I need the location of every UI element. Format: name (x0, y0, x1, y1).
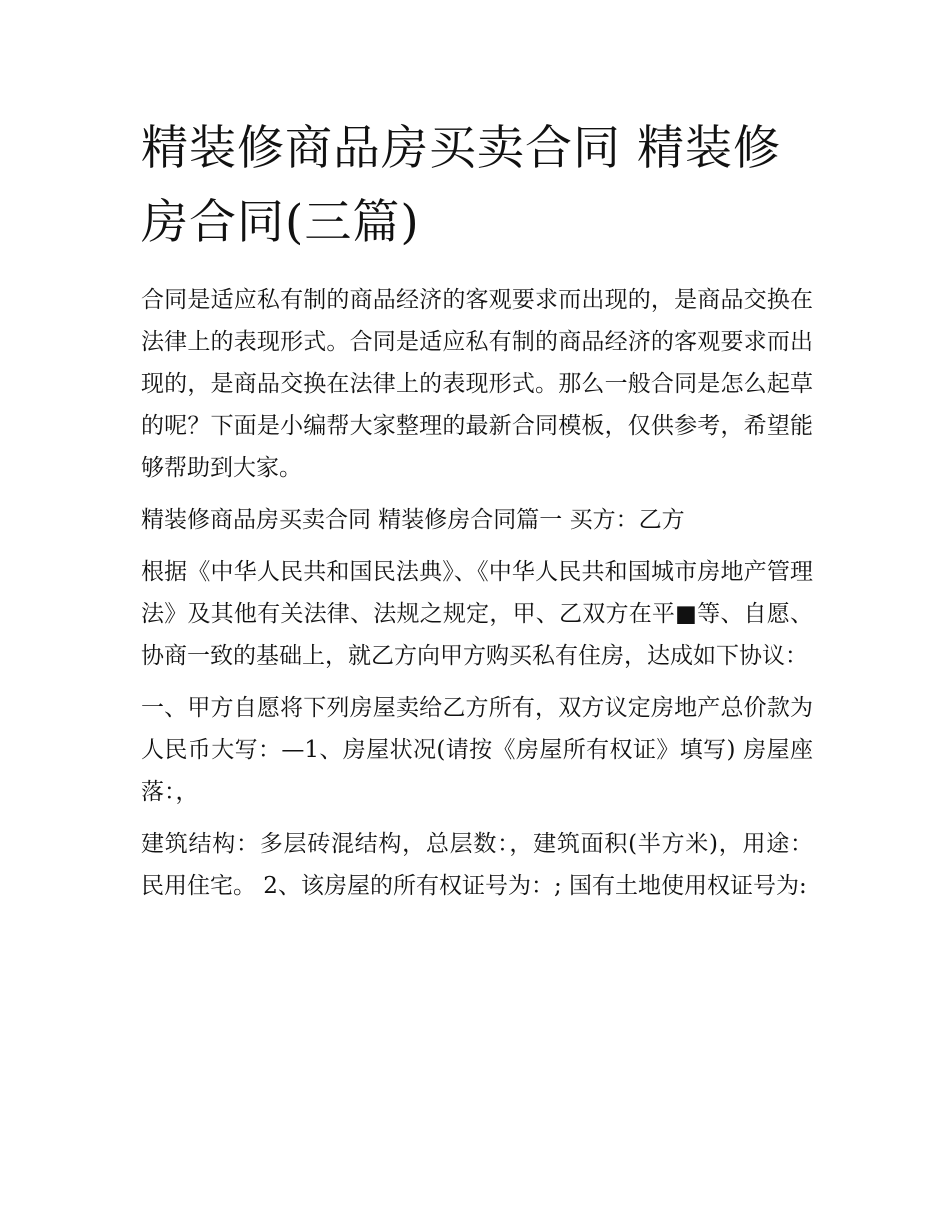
legal-basis-paragraph: 根据《中华人民共和国民法典》、《中华人民共和国城市房地产管理法》及其他有关法律、法规之规定，甲、乙双方在平■等、自愿、协商一致的基础上，就乙方向甲方购买私有住房，达成如下协议： (141, 559, 813, 669)
document-title: 精装修商品房买卖合同 精装修房合同(三篇) (141, 121, 781, 250)
document-body (141, 279, 813, 917)
building-structure-paragraph: 建筑结构：多层砖混结构，总层数：，建筑面积(半方米)，用途：民用住宅。 2、该房屋的所有权证号为：; 国有土地使用权证号为: (141, 831, 813, 899)
article-one-paragraph: 一、甲方自愿将下列房屋卖给乙方所有，双方议定房地产总价款为人民币大写：—1、房屋状况(请按《房屋所有权证》填写) 房屋座落：， (141, 695, 813, 805)
contract-heading-paragraph: 精装修商品房买卖合同 精装修房合同篇一 买方：乙方 (141, 507, 685, 533)
intro-paragraph: 合同是适应私有制的商品经济的客观要求而出现的，是商品交换在法律上的表现形式。合同是适应私有制的商品经济的客观要求而出现的，是商品交换在法律上的表现形式。那么一般合同是怎么起草的呢？下面是小编帮大家整理的最新合同模板，仅供参考，希望能够帮助到大家。 (141, 287, 813, 481)
